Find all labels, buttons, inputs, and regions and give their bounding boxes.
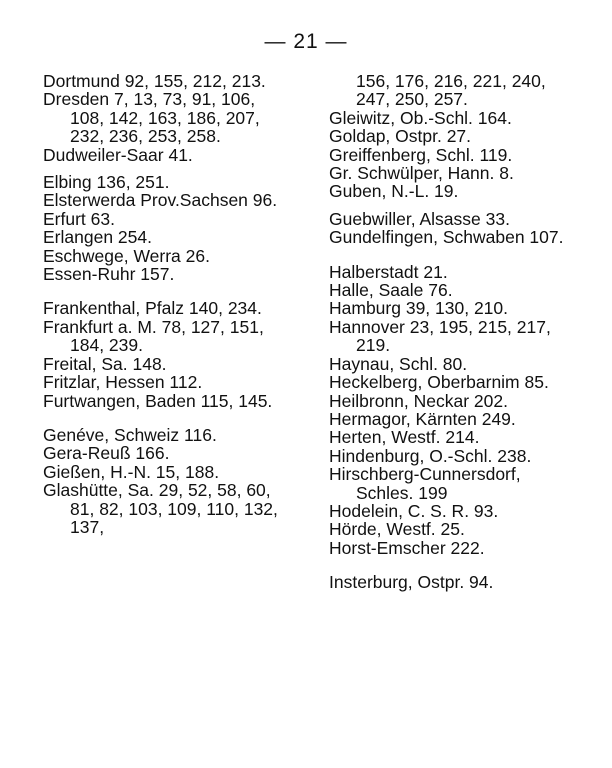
index-entry: Genéve, Schweiz 116. [43,424,217,445]
index-entry: Hörde, Westf. 25. [329,519,465,540]
index-entry: Hamburg 39, 130, 210. [329,298,509,319]
index-entry: Insterburg, Ostpr. 94. [329,572,494,593]
index-entry: Gießen, H.-N. 15, 188. [43,461,220,482]
index-entry: Essen-Ruhr 157. [43,264,175,285]
index-entry: Gera-Reuß 166. [43,443,170,464]
index-entry: Eschwege, Werra 26. [43,245,210,266]
index-entry: Goldap, Ostpr. 27. [329,126,472,147]
index-entry: Gundelfingen, Schwaben 107. [329,227,564,248]
index-entry: Hodelein, C. S. R. 93. [329,500,499,521]
index-column-left [43,72,293,536]
index-entry: Hindenburg, O.-Schl. 238. [329,445,532,466]
index-entry: Guben, N.-L. 19. [329,181,459,202]
index-entry: Greiffenberg, Schl. 119. [329,144,513,165]
index-entry: Heilbronn, Neckar 202. [329,390,508,411]
index-entry: Gr. Schwülper, Hann. 8. [329,163,514,184]
index-entry: Elbing 136, 251. [43,172,170,193]
index-entry: Haynau, Schl. 80. [329,353,468,374]
index-entry: Halberstadt 21. [329,261,448,282]
index-entry: 156, 176, 216, 221, 240, 247, 250, 257. [356,71,546,110]
index-column-right [329,72,579,592]
index-entry: Glashütte, Sa. 29, 52, 58, 60, 81, 82, 103, 109, 110, 132, 137, [43,480,278,537]
index-entry: Hirschberg-Cunnersdorf, Schles. 199 [329,464,521,503]
index-entry: Heckelberg, Oberbarnim 85. [329,372,549,393]
index-entry: Horst-Emscher 222. [329,537,485,558]
index-entry: Dudweiler-Saar 41. [43,144,193,165]
index-entry: Fritzlar, Hessen 112. [43,372,203,393]
index-entry: Halle, Saale 76. [329,280,453,301]
index-entry: Gleiwitz, Ob.-Schl. 164. [329,107,512,128]
index-entry: Furtwangen, Baden 115, 145. [43,390,273,411]
index-entry: Hannover 23, 195, 215, 217, 219. [329,316,551,356]
index-entry: Frankenthal, Pfalz 140, 234. [43,298,262,319]
index-entry: Freital, Sa. 148. [43,353,167,374]
index-entry: Guebwiller, Alsasse 33. [329,208,510,229]
index-entry: Dortmund 92, 155, 212, 213. [43,71,266,91]
index-entry: Elsterwerda Prov.Sachsen 96. [43,190,278,211]
index-entry: Hermagor, Kärnten 249. [329,408,516,429]
index-entry: Erfurt 63. [43,208,115,229]
page-number: — 21 — [264,30,348,53]
index-entry: Frankfurt a. M. 78, 127, 151, 184, 239. [43,316,264,356]
index-entry: Erlangen 254. [43,227,152,248]
index-entry: Herten, Westf. 214. [329,427,480,448]
index-entry: Dresden 7, 13, 73, 91, 106, 108, 142, 163, 186, 207, 232, 236, 253, 258. [43,89,260,147]
